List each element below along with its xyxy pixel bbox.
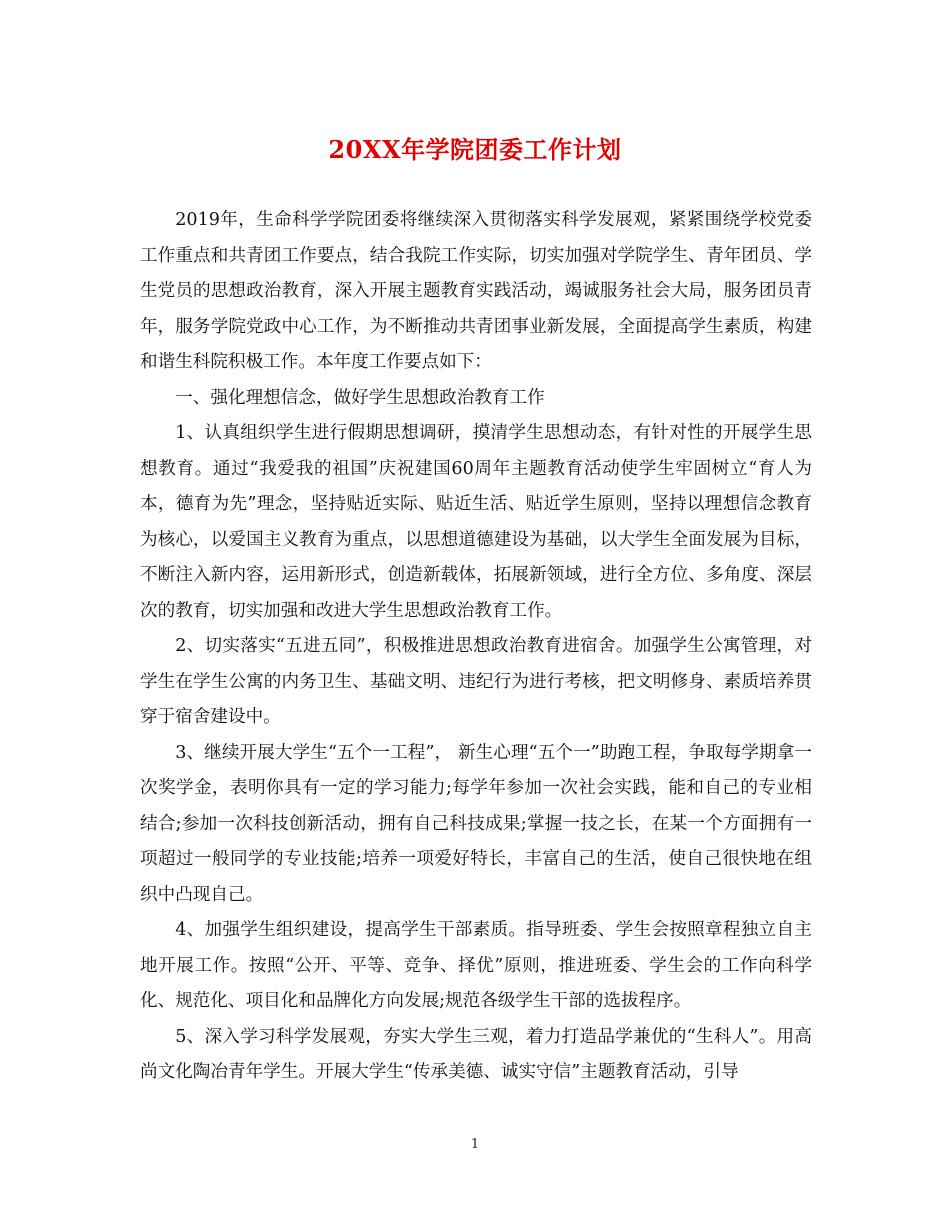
paragraph-item-5: 5、深入学习科学发展观，夯实大学生三观，着力打造品学兼优的“生科人”。用高尚文化陶冶青年学生。开展大学生“传承美德、诚实守信”主题教育活动，引导 (140, 1026, 812, 1082)
paragraph-item-1: 1、认真组织学生进行假期思想调研，摸清学生思想动态，有针对性的开展学生思想教育。通过“我爱我的祖国”庆祝建国60周年主题教育活动使学生牢固树立“育人为本，德育为先”理念，坚持贴近实际、贴近生活、贴近学生原则，坚持以理想信念教育为核心，以爱国主义教育为重点，以思想道德建设为基础，以大学生全面发展为目标，不断注入新内容，运用新形式，创造新载体，拓展新领域，进行全方位、多角度、深层次的教育，切实加强和改进大学生思想政治教育工作。 (140, 423, 812, 621)
section-heading-1: 一、强化理想信念，做好学生思想政治教育工作 (175, 387, 545, 408)
paragraph-item-2: 2、切实落实“五进五同”，积极推进思想政治教育进宿舍。加强学生公寓管理，对学生在学生公寓的内务卫生、基础文明、违纪行为进行考核，把文明修身、素质培养贯穿于宿舍建设中。 (140, 636, 812, 727)
paragraph-item-4: 4、加强学生组织建设，提高学生干部素质。指导班委、学生会按照章程独立自主地开展工作。按照“公开、平等、竞争、择优”原则，推进班委、学生会的工作向科学化、规范化、项目化和品牌化方向发展;规范各级学生干部的选拔程序。 (140, 920, 812, 1011)
document-body (140, 203, 812, 1091)
paragraph-item-3: 3、继续开展大学生“五个一工程”， 新生心理“五个一”助跑工程，争取每学期拿一次奖学金，表明你具有一定的学习能力;每学年参加一次社会实践，能和自己的专业相结合;参加一次科技创新活动，拥有自己科技成果;掌握一技之长，在某一个方面拥有一项超过一般同学的专业技能;培养一项爱好特长，丰富自己的生活，使自己很快地在组织中凸现自己。 (140, 742, 812, 905)
document-title: 20XX年学院团委工作计划 (328, 135, 622, 164)
paragraph-intro: 2019年，生命科学学院团委将继续深入贯彻落实科学发展观，紧紧围绕学校党委工作重点和共青团工作要点，结合我院工作实际，切实加强对学院学生、青年团员、学生党员的思想政治教育，深入开展主题教育实践活动，竭诚服务社会大局，服务团员青年，服务学院党政中心工作，为不断推动共青团事业新发展，全面提高学生素质，构建和谐生科院积极工作。本年度工作要点如下： (140, 210, 812, 372)
page-number: 1 (470, 1137, 480, 1152)
